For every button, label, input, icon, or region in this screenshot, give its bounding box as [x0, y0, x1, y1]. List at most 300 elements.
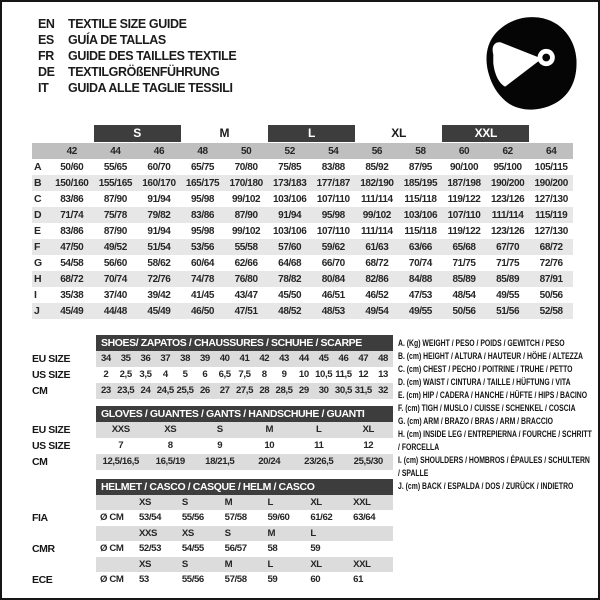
size-cell: 43 — [279, 353, 289, 364]
value-cell: 103/106 — [273, 225, 307, 237]
legend-item: D. (cm) WAIST / CINTURA / TAILLE / HÜFTUNG / VITA — [398, 377, 571, 387]
section-row-label — [32, 495, 96, 511]
size-cell: 59 — [267, 574, 278, 585]
value-cell: 57/60 — [278, 241, 302, 253]
language-row — [38, 79, 236, 95]
language-row — [38, 15, 236, 31]
language-title: GUÍA DE TALLAS — [68, 33, 166, 47]
section-row-label: CM — [32, 385, 48, 397]
size-cell: M — [265, 424, 274, 435]
size-cell: 47 — [358, 353, 369, 364]
language-code: IT — [38, 81, 49, 95]
value-cell: 160/170 — [142, 177, 176, 189]
value-cell: 60/70 — [147, 161, 171, 173]
value-cell: 80/84 — [321, 273, 345, 285]
value-cell: 51/56 — [496, 305, 520, 317]
size-cell: 9 — [217, 440, 223, 451]
measurement-row-a — [32, 159, 573, 175]
section-row-label: CMR — [32, 543, 55, 555]
section-row — [32, 510, 393, 526]
value-cell: 87/90 — [103, 225, 127, 237]
size-cell: 10 — [264, 440, 275, 451]
value-cell: 53/56 — [191, 241, 215, 253]
section-header-row — [32, 479, 393, 495]
size-cell: M — [224, 496, 233, 508]
size-number: 58 — [415, 145, 426, 157]
row-letter: D — [34, 209, 42, 221]
measurement-row-b — [32, 175, 573, 191]
size-cell: 11 — [314, 440, 324, 451]
size-cell: 35 — [120, 353, 131, 364]
measurement-rows — [32, 159, 573, 319]
value-cell: 155/165 — [98, 177, 133, 189]
size-group-xxl: XXL — [442, 125, 529, 142]
language-code: ES — [38, 33, 54, 47]
value-cell: 107/110 — [447, 209, 481, 221]
section-cells — [96, 495, 393, 511]
value-cell: 56/60 — [103, 257, 127, 269]
value-cell: 48/52 — [278, 305, 302, 317]
section-label-spacer — [32, 335, 96, 351]
size-cell: 6,5 — [218, 369, 231, 380]
section-row-label: EU SIZE — [32, 353, 71, 365]
value-cell: 51/54 — [147, 241, 171, 253]
value-cell: 65/75 — [191, 161, 215, 173]
size-cell: 25,5 — [176, 385, 194, 396]
row-letter: E — [34, 225, 41, 237]
size-cell: 23,5 — [117, 385, 135, 396]
legend-item: A. (Kg) WEIGHT / PESO / POIDS / GEWITCH / PESO — [398, 338, 565, 348]
language-row — [38, 31, 236, 47]
value-cell: 58/62 — [147, 257, 171, 269]
value-cell: 95/100 — [493, 161, 522, 173]
value-cell: 107/110 — [316, 193, 350, 205]
section-row-label — [32, 557, 96, 573]
value-cell: 85/89 — [452, 273, 476, 285]
value-cell: 95/98 — [191, 193, 215, 205]
value-cell: 45/49 — [60, 305, 84, 317]
size-cell: 44 — [298, 353, 309, 364]
helmet-icon — [474, 10, 586, 118]
value-cell: 54/58 — [60, 257, 84, 269]
value-cell: 83/86 — [60, 193, 84, 205]
section-cells — [96, 454, 393, 470]
value-cell: 115/118 — [404, 193, 437, 205]
size-cell: 2,5 — [119, 369, 132, 380]
section-cells — [96, 541, 393, 557]
size-cell: 31,5 — [354, 385, 372, 396]
value-cell: 78/82 — [278, 273, 302, 285]
value-cell: 119/122 — [447, 193, 481, 205]
value-cell: 87/95 — [408, 161, 432, 173]
size-cell: XL — [310, 558, 322, 570]
size-cell: 20/24 — [258, 456, 281, 467]
measurement-row-f — [32, 239, 573, 255]
value-cell: 70/80 — [234, 161, 258, 173]
size-cell: XXS — [139, 527, 157, 539]
value-cell: 182/190 — [360, 177, 394, 189]
measurement-row-i — [32, 287, 573, 303]
value-cell: 35/38 — [60, 289, 84, 301]
section-row — [32, 541, 393, 557]
section-cells — [96, 367, 393, 383]
size-group-s: S — [94, 125, 181, 142]
value-cell: 50/56 — [539, 289, 563, 301]
measurement-legend — [398, 337, 593, 493]
size-cell: 34 — [100, 353, 111, 364]
section-row-label: CM — [32, 456, 48, 468]
value-cell: 48/54 — [452, 289, 476, 301]
value-cell: 127/130 — [534, 193, 568, 205]
size-cell: 24,5 — [156, 385, 174, 396]
value-cell: 63/66 — [408, 241, 432, 253]
value-cell: 185/195 — [403, 177, 438, 189]
size-cell: XL — [310, 496, 322, 508]
section-cells — [96, 438, 393, 454]
measurement-row-c — [32, 191, 573, 207]
value-cell: 50/60 — [60, 161, 84, 173]
language-code: EN — [38, 17, 55, 31]
section-row-label: FIA — [32, 512, 48, 524]
size-cell: 11,5 — [335, 369, 352, 380]
size-cell: 27 — [219, 385, 230, 396]
size-number: 56 — [371, 145, 383, 157]
size-cell: 13 — [378, 369, 388, 380]
section-row — [32, 383, 393, 399]
size-number: 46 — [153, 145, 165, 157]
value-cell: 91/94 — [147, 193, 171, 205]
language-code: FR — [38, 49, 54, 63]
value-cell: 123/126 — [490, 225, 525, 237]
measurement-row-h — [32, 271, 573, 287]
size-cell: 63/64 — [353, 512, 376, 523]
section-cells — [96, 526, 393, 542]
value-cell: 90/100 — [449, 161, 479, 173]
section-row — [32, 526, 393, 542]
size-cell: XXL — [353, 558, 371, 570]
value-cell: 74/78 — [191, 273, 215, 285]
value-cell: 47/50 — [60, 241, 84, 253]
section-row-label — [32, 526, 96, 542]
value-cell: 115/119 — [535, 209, 568, 221]
size-cell: 58 — [267, 543, 278, 554]
value-cell: 72/76 — [539, 257, 563, 269]
value-cell: 103/106 — [273, 193, 307, 205]
size-cell: 23/26,5 — [304, 456, 334, 467]
size-cell: S — [224, 527, 231, 539]
value-cell: 99/102 — [232, 225, 261, 237]
diameter-unit: Ø CM — [100, 543, 124, 554]
helmet-size-table — [32, 479, 393, 588]
value-cell: 65/68 — [452, 241, 476, 253]
size-number: 52 — [284, 145, 295, 157]
size-cell: 12 — [358, 369, 369, 380]
value-cell: 62/66 — [234, 257, 258, 269]
value-cell: 60/64 — [191, 257, 215, 269]
value-cell: 70/74 — [408, 257, 432, 269]
section-row — [32, 367, 393, 383]
size-cell: 12 — [363, 440, 374, 451]
value-cell: 87/90 — [103, 193, 127, 205]
legend-item: E. (cm) HIP / CADERA / HANCHE / HÜFTE / HIPS / BACINO — [398, 390, 588, 400]
size-cell: 37 — [160, 353, 171, 364]
size-cell: 3,5 — [139, 369, 152, 380]
size-cell: S — [181, 558, 188, 570]
size-cell — [350, 526, 393, 542]
value-cell: 44/48 — [103, 305, 127, 317]
size-cell: 56/57 — [224, 543, 247, 554]
value-cell: 52/58 — [539, 305, 563, 317]
value-cell: 71/75 — [496, 257, 520, 269]
value-cell: 68/72 — [60, 273, 84, 285]
language-title: TEXTILGRÖßENFÜHRUNG — [68, 65, 220, 79]
size-cell — [350, 541, 393, 557]
section-row — [32, 495, 393, 511]
section-cells — [96, 510, 393, 526]
section-title: GLOVES / GUANTES / GANTS / HANDSCHUHE / GUANTI — [96, 406, 393, 422]
value-cell: 99/102 — [232, 193, 261, 205]
value-cell: 83/86 — [60, 225, 84, 237]
row-letter: J — [34, 305, 40, 317]
size-cell: 36 — [140, 353, 151, 364]
value-cell: 177/187 — [316, 177, 350, 189]
size-cell: 46 — [338, 353, 349, 364]
value-cell: 76/80 — [234, 273, 258, 285]
language-row — [38, 47, 236, 63]
size-cell: 4 — [162, 369, 168, 380]
size-cell: 39 — [199, 353, 210, 364]
size-cell: L — [310, 527, 316, 539]
size-number: 48 — [197, 145, 208, 157]
value-cell: 68/72 — [539, 241, 563, 253]
language-code: DE — [38, 65, 55, 79]
size-cell: 8 — [167, 440, 173, 451]
legend-item: H. (cm) INSIDE LEG / ENTREPIERNA / FOURCHE / SCHRITT / FORCELLA — [398, 429, 592, 452]
value-cell: 99/102 — [362, 209, 391, 221]
size-cell: 53/54 — [139, 512, 162, 523]
value-cell: 46/52 — [365, 289, 389, 301]
size-cell: 12,5/16,5 — [102, 456, 139, 467]
value-cell: 103/106 — [403, 209, 438, 221]
section-row — [32, 557, 393, 573]
size-cell: 55/56 — [181, 512, 204, 523]
legend-item: I. (cm) SHOULDERS / HOMBROS / ÉPAULES / SCHULTERN / SPALLE — [398, 455, 590, 478]
section-cells — [96, 572, 393, 588]
size-cell: 10,5 — [315, 369, 333, 380]
section-cells — [96, 383, 393, 399]
size-cell: 9 — [281, 369, 287, 380]
size-cell: 53 — [139, 574, 149, 585]
size-cell: 60 — [310, 574, 321, 585]
value-cell: 37/40 — [103, 289, 127, 301]
size-number: 50 — [240, 145, 252, 157]
value-cell: 87/91 — [539, 273, 563, 285]
size-cell: 18/21,5 — [205, 456, 235, 467]
size-cell: L — [316, 424, 322, 435]
size-cell: 30 — [318, 385, 329, 396]
value-cell: 70/74 — [103, 273, 127, 285]
section-label-spacer — [32, 479, 96, 495]
size-cell: 52/53 — [139, 543, 162, 554]
size-cell: 61/62 — [310, 512, 333, 523]
value-cell: 68/72 — [365, 257, 389, 269]
value-cell: 49/52 — [103, 241, 127, 253]
size-cell: 54/55 — [181, 543, 204, 554]
size-cell: L — [267, 496, 273, 508]
value-cell: 84/88 — [408, 273, 432, 285]
size-cell: 42 — [259, 353, 270, 364]
value-cell: 190/200 — [534, 177, 568, 189]
section-label-spacer — [32, 406, 96, 422]
shoes-size-table — [32, 335, 393, 399]
value-cell: 59/62 — [321, 241, 345, 253]
legend-item: J. (cm) BACK / ESPALDA / DOS / ZURÜCK / INDIETRO — [398, 481, 574, 491]
size-cell: XS — [139, 496, 151, 508]
size-group-xl: XL — [391, 126, 407, 140]
size-group-header-row — [32, 125, 573, 142]
size-cell: 57/58 — [224, 574, 247, 585]
value-cell: 107/110 — [316, 225, 350, 237]
value-cell: 190/200 — [490, 177, 525, 189]
value-cell: 91/94 — [147, 225, 171, 237]
row-letter: B — [34, 177, 42, 189]
value-cell: 123/126 — [490, 193, 525, 205]
size-cell: 26 — [199, 385, 210, 396]
value-cell: 170/180 — [229, 177, 263, 189]
value-cell: 48/53 — [321, 305, 345, 317]
value-cell: 91/94 — [278, 209, 302, 221]
value-cell: 49/55 — [496, 289, 520, 301]
section-title: HELMET / CASCO / CASQUE / HELM / CASCO — [96, 479, 393, 495]
section-row — [32, 422, 393, 438]
section-title: SHOES/ ZAPATOS / CHAUSSURES / SCHUHE / SCARPE — [96, 335, 393, 351]
diameter-unit: Ø CM — [100, 512, 124, 523]
value-cell: 85/92 — [365, 161, 389, 173]
value-cell: 47/51 — [234, 305, 258, 317]
size-cell: 28,5 — [275, 385, 293, 396]
value-cell: 127/130 — [534, 225, 568, 237]
value-cell: 67/70 — [496, 241, 520, 253]
size-cell: XXS — [111, 424, 130, 435]
value-cell: 72/76 — [147, 273, 171, 285]
value-cell: 75/85 — [278, 161, 302, 173]
size-number: 44 — [110, 145, 121, 157]
section-row — [32, 454, 393, 470]
value-cell: 165/175 — [185, 177, 220, 189]
value-cell: 111/114 — [361, 225, 393, 237]
size-cell: 5 — [182, 369, 188, 380]
section-row — [32, 351, 393, 367]
size-cell: L — [267, 558, 273, 570]
value-cell: 111/114 — [361, 193, 393, 205]
row-letter: A — [34, 161, 42, 173]
size-cell: 41 — [239, 353, 250, 364]
size-number: 60 — [458, 145, 470, 157]
size-cell: S — [216, 424, 223, 435]
section-cells — [96, 422, 393, 438]
language-title: GUIDA ALLE TAGLIE TESSILI — [68, 81, 233, 95]
size-cell: 59/60 — [267, 512, 290, 523]
value-cell: 83/86 — [191, 209, 215, 221]
section-row — [32, 438, 393, 454]
size-cell: XL — [362, 424, 374, 435]
value-cell: 111/114 — [491, 209, 524, 221]
row-letter: C — [34, 193, 42, 205]
size-cell: M — [224, 558, 233, 570]
size-number-row — [32, 143, 573, 159]
section-row-label: ECE — [32, 574, 53, 586]
legend-item: C. (cm) CHEST / PECHO / POITRINE / TRUHE / PETTO — [398, 364, 573, 374]
diameter-unit — [96, 495, 136, 511]
value-cell: 105/115 — [534, 161, 568, 173]
section-cells — [96, 557, 393, 573]
row-letter: F — [34, 241, 41, 253]
value-cell: 71/75 — [452, 257, 476, 269]
legend-item: G. (cm) ARM / BRAZO / BRAS / ARM / BRACCIO — [398, 416, 554, 426]
value-cell: 79/82 — [147, 209, 171, 221]
size-cell: M — [267, 527, 276, 539]
row-letter: G — [34, 257, 42, 269]
diameter-unit — [96, 526, 136, 542]
value-cell: 95/98 — [321, 209, 345, 221]
row-letter: I — [34, 289, 37, 301]
value-cell: 49/55 — [408, 305, 432, 317]
value-cell: 43/47 — [234, 289, 258, 301]
section-cells — [96, 351, 393, 367]
size-cell: 2 — [103, 369, 109, 380]
textile-size-table — [32, 125, 573, 319]
size-cell: 29 — [298, 385, 309, 396]
size-cell: 28 — [259, 385, 270, 396]
size-cell: 27,5 — [235, 385, 254, 396]
size-number: 42 — [66, 145, 77, 157]
section-row-label: US SIZE — [32, 369, 71, 381]
language-title: TEXTILE SIZE GUIDE — [68, 17, 187, 31]
size-cell: 55/56 — [181, 574, 204, 585]
size-number: 64 — [546, 145, 557, 157]
section-header-row — [32, 335, 393, 351]
size-cell: XS — [164, 424, 177, 435]
size-cell: 24 — [140, 385, 151, 396]
value-cell: 55/65 — [103, 161, 127, 173]
size-cell: 45 — [318, 353, 329, 364]
value-cell: 150/160 — [55, 177, 89, 189]
size-cell: 10 — [298, 369, 309, 380]
size-group-l: L — [268, 125, 355, 142]
value-cell: 49/54 — [365, 305, 389, 317]
size-cell: 7,5 — [238, 369, 251, 380]
size-cell: 32 — [378, 385, 388, 396]
size-cell: 61 — [353, 574, 364, 585]
value-cell: 173/183 — [273, 177, 307, 189]
value-cell: 71/74 — [60, 209, 84, 221]
size-cell: 59 — [310, 543, 321, 554]
size-cell: 7 — [118, 440, 124, 451]
section-row — [32, 572, 393, 588]
size-cell: 16,5/19 — [155, 456, 185, 467]
size-number: 62 — [502, 145, 513, 157]
value-cell: 47/53 — [408, 289, 432, 301]
measurement-row-j — [32, 303, 573, 319]
value-cell: 50/56 — [452, 305, 476, 317]
size-group-m: M — [219, 126, 230, 140]
size-cell: S — [181, 496, 188, 508]
value-cell: 115/118 — [404, 225, 437, 237]
size-cell: 23 — [100, 385, 111, 396]
size-cell: XS — [181, 527, 194, 539]
measurement-row-d — [32, 207, 573, 223]
value-cell: 45/49 — [147, 305, 171, 317]
